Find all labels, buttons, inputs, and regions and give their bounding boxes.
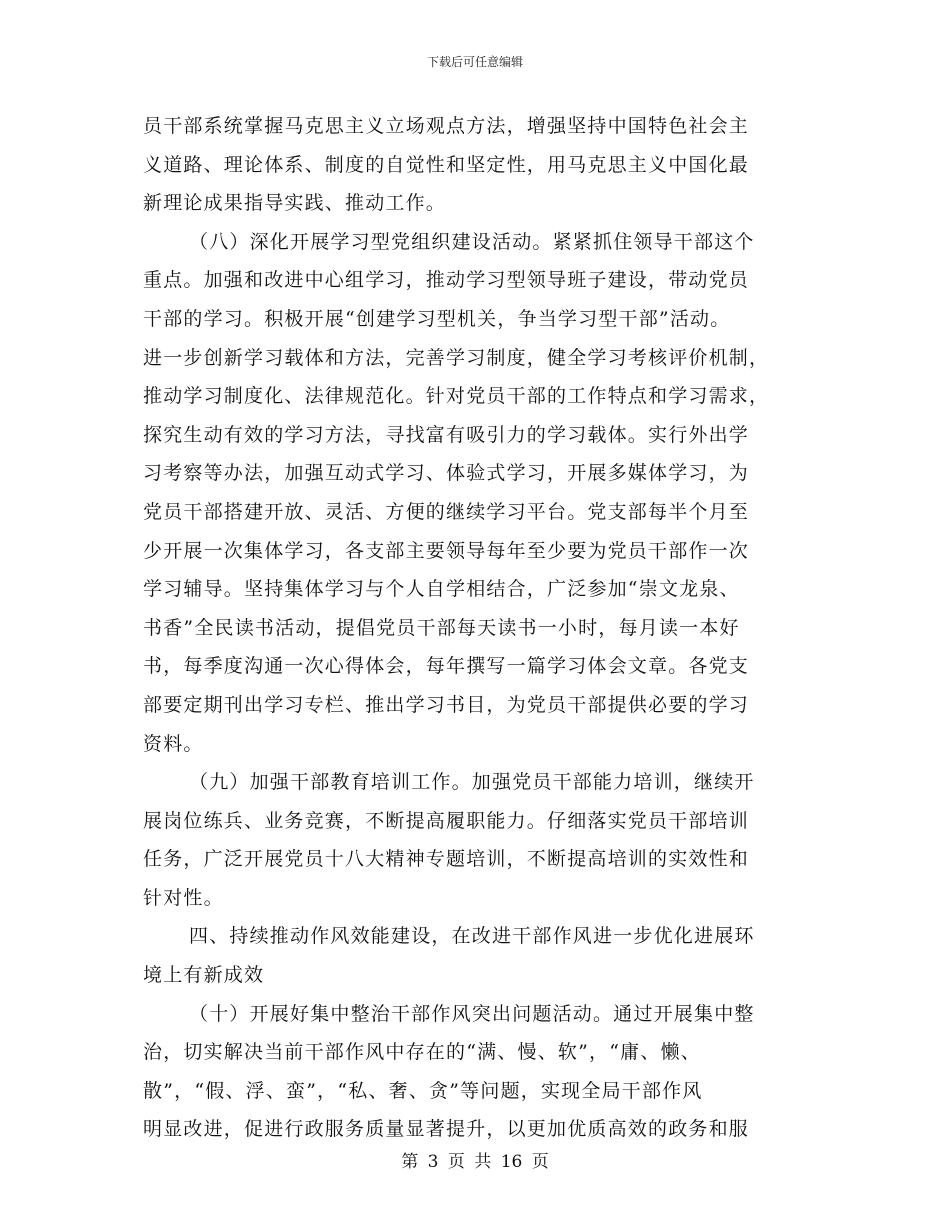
page-header: 下载后可任意编辑 [426, 55, 523, 69]
text-line: 治，切实解决当前干部作风中存在的“满、慢、软”，“庸、懒、 [143, 1041, 701, 1064]
text-line: （九）加强干部教育培训工作。加强党员干部能力培训，继续开 [189, 771, 755, 794]
text-line: 重点。加强和改进中心组学习，推动学习型领导班子建设，带动党员 [143, 269, 750, 292]
text-line: 党员干部搭建开放、灵活、方便的继续学习平台。党支部每半个月至 [143, 500, 750, 523]
text-line: 四、持续推动作风效能建设，在改进干部作风进一步优化进展环 [189, 925, 755, 948]
text-line: （八）深化开展学习型党组织建设活动。紧紧抓住领导干部这个 [189, 230, 755, 253]
text-line: 习考察等办法，加强互动式学习、体验式学习，开展多媒体学习，为 [143, 462, 750, 485]
text-line: 推动学习制度化、法律规范化。针对党员干部的工作特点和学习需求， [143, 385, 770, 408]
text-line: 干部的学习。积极开展“创建学习型机关，争当学习型干部”活动。 [143, 307, 731, 330]
body-text [143, 107, 807, 1149]
text-line: 部要定期刊出学习专栏、推出学习书目，为党员干部提供必要的学习 [143, 693, 750, 716]
text-line: 境上有新成效 [143, 964, 265, 987]
text-line: 书香”全民读书活动，提倡党员干部每天读书一小时，每月读一本好 [143, 616, 740, 639]
text-line: 少开展一次集体学习，各支部主要领导每年至少要为党员干部作一次 [143, 539, 750, 562]
text-line: 任务，广泛开展党员十八大精神专题培训，不断提高培训的实效性和 [143, 848, 750, 871]
text-line: 明显改进，促进行政服务质量显著提升，以更加优质高效的政务和服 [143, 1118, 750, 1141]
text-line: 探究生动有效的学习方法，寻找富有吸引力的学习载体。实行外出学 [143, 423, 750, 446]
text-line: 员干部系统掌握马克思主义立场观点方法，增强坚持中国特色社会主 [143, 115, 750, 137]
text-line: 资料。 [143, 732, 204, 755]
text-line: 新理论成果指导实践、推动工作。 [143, 192, 447, 215]
page-footer: 第 3 页 共 16 页 [401, 1152, 549, 1172]
text-line: 展岗位练兵、业务竞赛，不断提高履职能力。仔细落实党员干部培训 [143, 809, 750, 832]
text-line: 学习辅导。坚持集体学习与个人自学相结合，广泛参加“崇文龙泉、 [143, 578, 740, 601]
text-line: （十）开展好集中整治干部作风突出问题活动。通过开展集中整 [189, 1002, 755, 1025]
text-line: 书，每季度沟通一次心得体会，每年撰写一篇学习体会文章。各党支 [143, 655, 750, 678]
text-line: 义道路、理论体系、制度的自觉性和坚定性，用马克思主义中国化最 [143, 153, 750, 176]
text-line: 散”，“假、浮、蛮”，“私、奢、贪”等问题，实现全局干部作风 [143, 1079, 703, 1102]
text-line: 针对性。 [143, 886, 224, 909]
text-line: 进一步创新学习载体和方法，完善学习制度，健全学习考核评价机制， [143, 346, 770, 369]
